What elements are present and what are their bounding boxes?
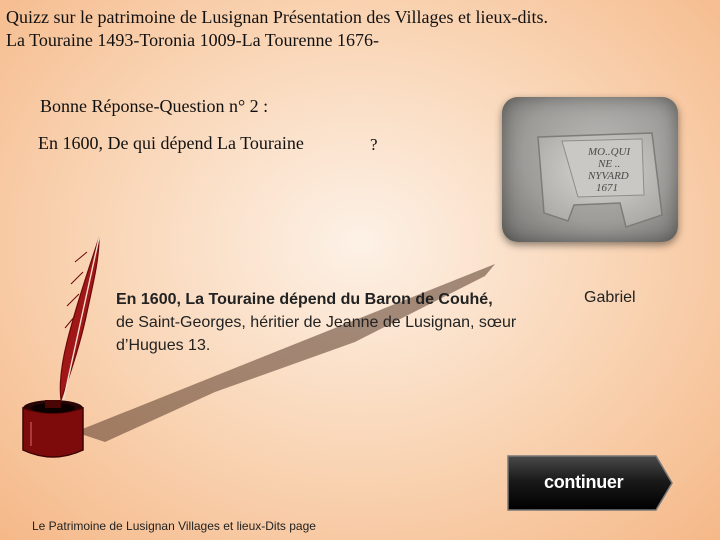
- title-line-2: La Touraine 1493-Toronia 1009-La Tourenne 1676-: [6, 30, 379, 50]
- inscription-line-3: NYVARD: [588, 170, 629, 182]
- footer-text: Le Patrimoine de Lusignan Villages et lieux-Dits page: [32, 519, 316, 533]
- answer-bold: En 1600, La Touraine dépend du Baron de Couhé,: [116, 291, 493, 308]
- inscription-line-2: NE ..: [598, 158, 621, 170]
- answer-rest: de Saint-Georges, héritier de Jeanne de Lusignan, sœur d’Hugues 13.: [116, 314, 517, 354]
- stone-inscription-photo: [502, 97, 678, 242]
- title-line-1: Quizz sur le patrimoine de Lusignan Présentation des Villages et lieux-dits.: [6, 7, 548, 27]
- question-mark: ?: [370, 135, 378, 154]
- inscription-line-4: 1671: [596, 182, 618, 194]
- author-name: Gabriel: [584, 289, 636, 306]
- answer-text: [116, 288, 576, 357]
- question-text: En 1600, De qui dépend La Touraine: [38, 133, 304, 153]
- inscription-line-1: MO..QUI: [588, 146, 631, 158]
- slide-title: [6, 6, 706, 52]
- question-number: Bonne Réponse-Question n° 2 :: [40, 96, 269, 116]
- continue-label: continuer: [544, 472, 624, 492]
- continue-button[interactable]: [506, 454, 674, 512]
